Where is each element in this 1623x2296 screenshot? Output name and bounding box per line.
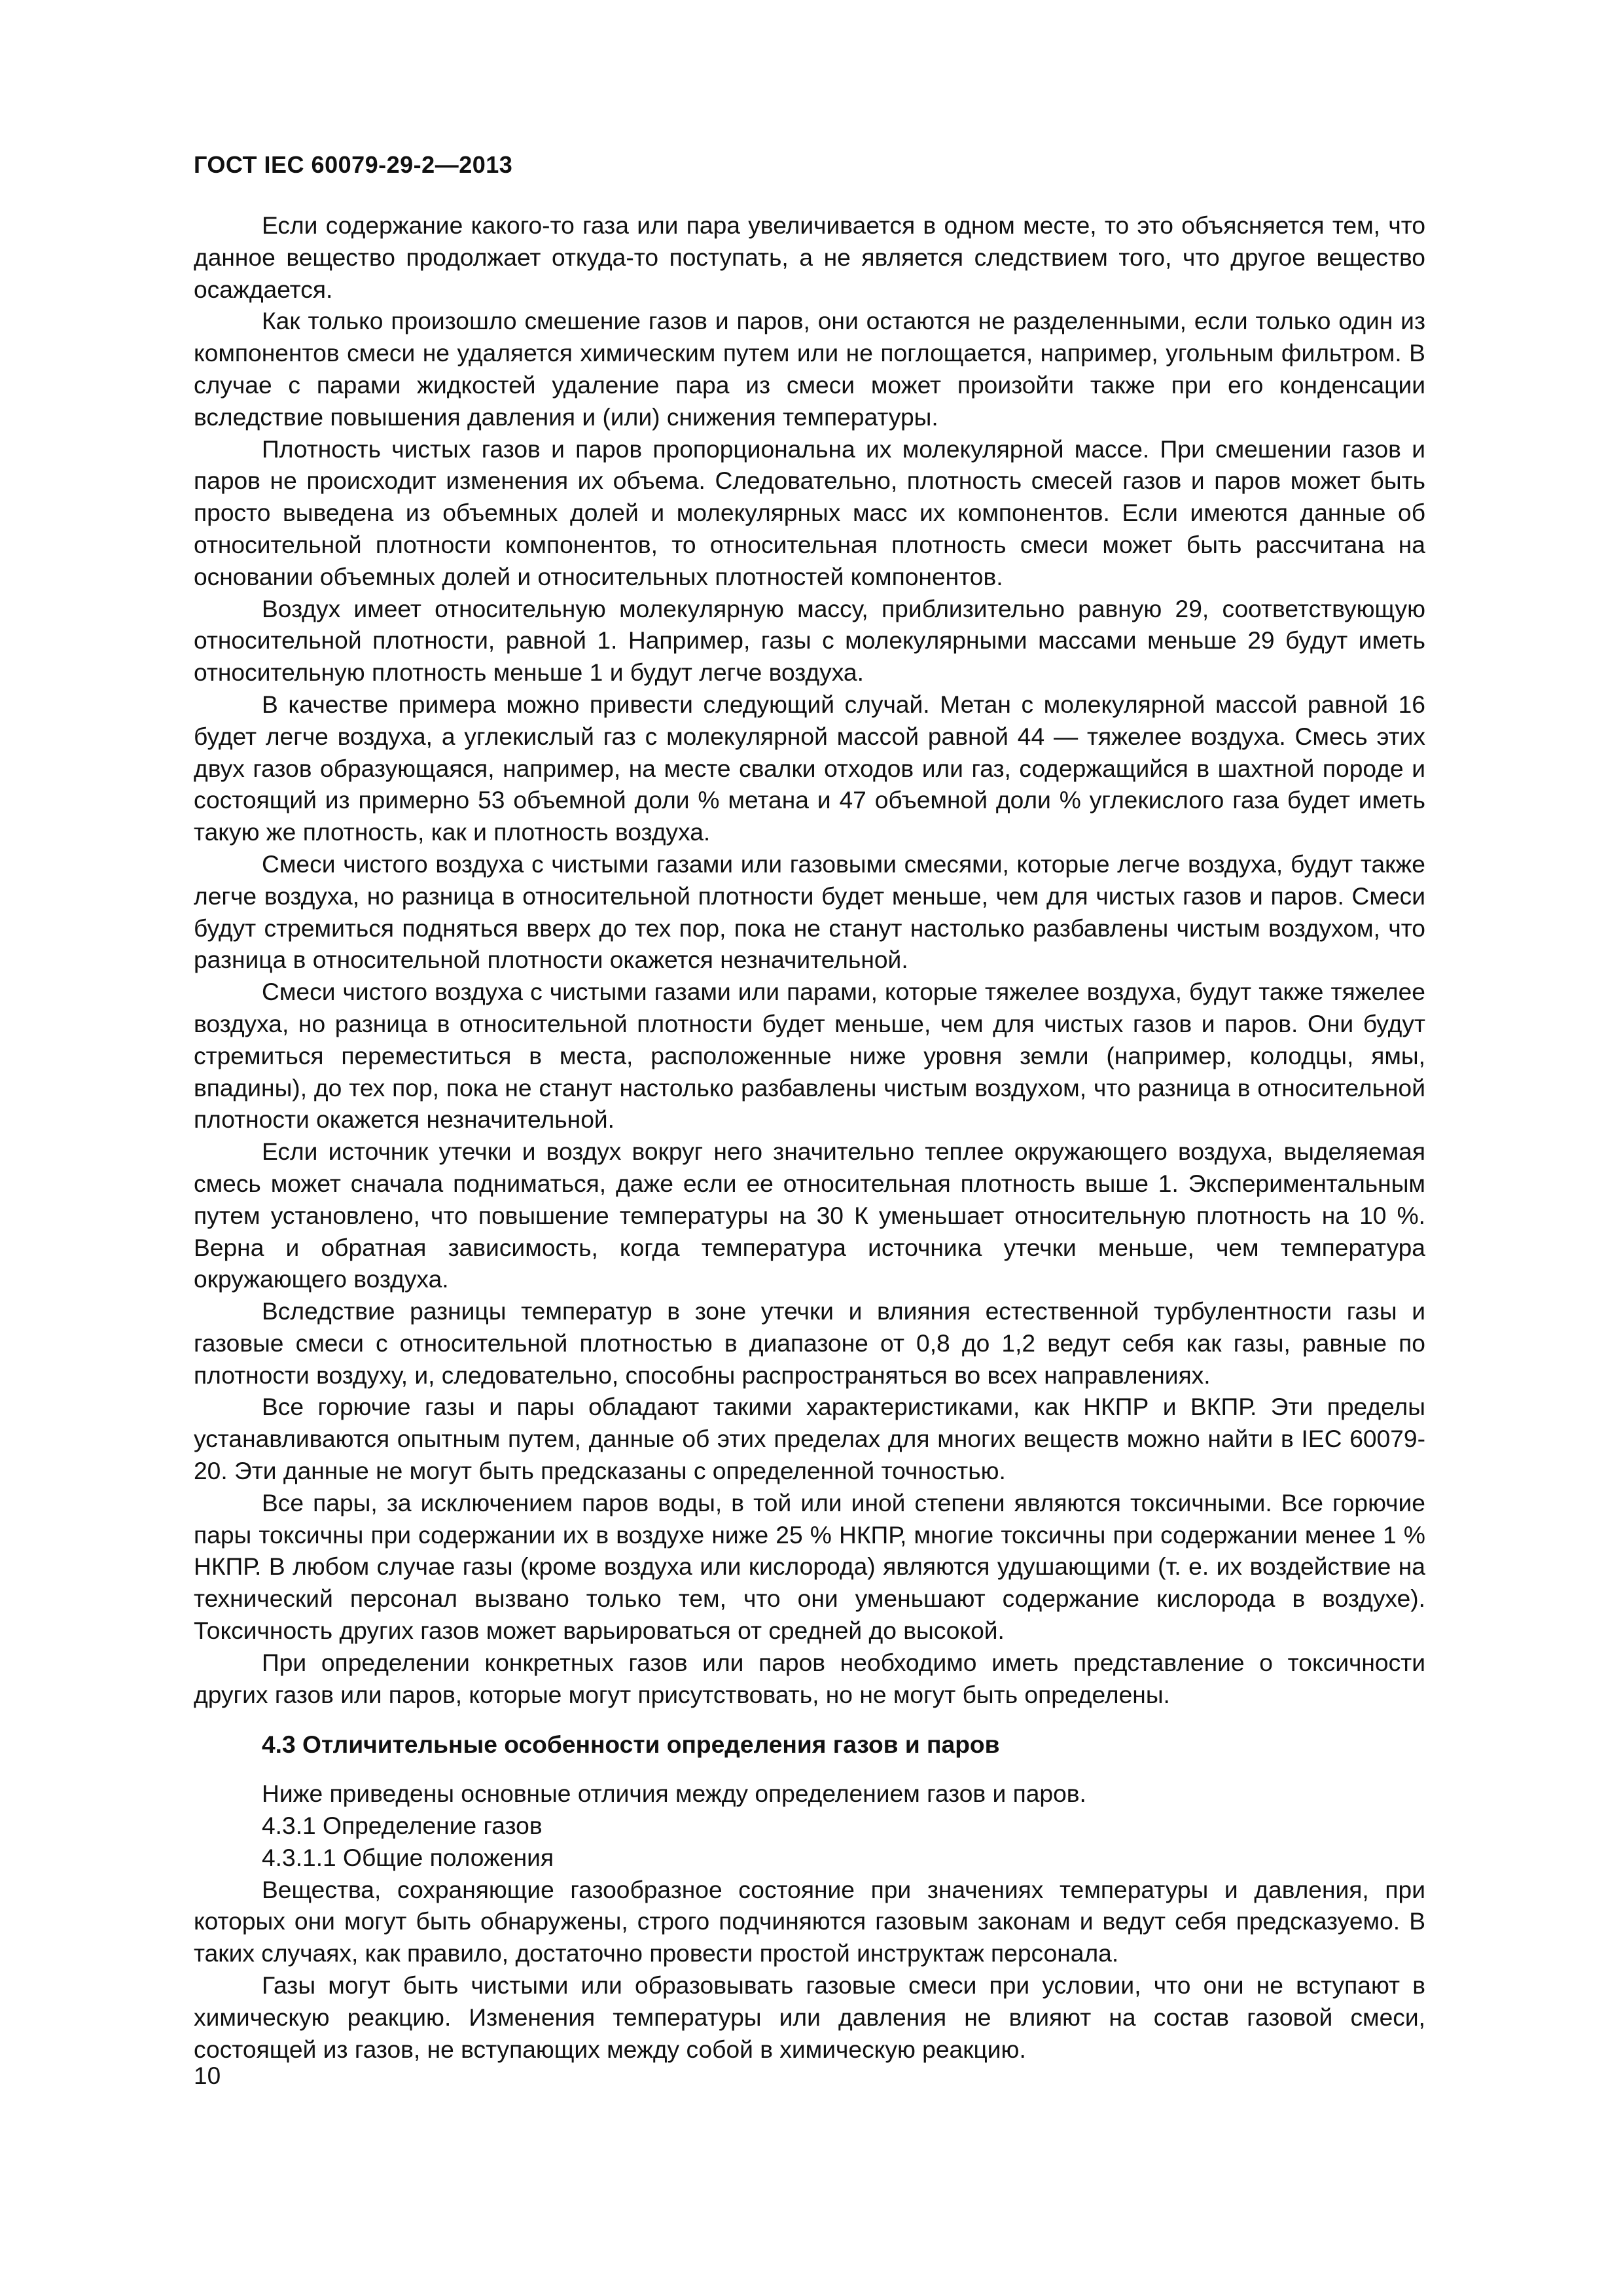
document-body [194,209,1425,2065]
paragraph: Вещества, сохраняющие газообразное состояние при значениях температуры и давления, при которых они могут быть обнаружены, строго подчиняются газовым законам и ведут себя предсказуемо. В таких случаях, как правило, достаточно провести простой инструктаж персонала. [194,1875,1425,1967]
paragraph: Все горючие газы и пары обладают такими характеристиками, как НКПР и ВКПР. Эти пределы устанавливаются опытным путем, данные об этих пределах для многих веществ можно найти в IEC 60079-20. Эти данные не могут быть предсказаны с определенной точностью. [194,1393,1425,1485]
paragraph: Воздух имеет относительную молекулярную массу, приблизительно равную 29, соответствующую относительной плотности, равной 1. Например, газы с молекулярными массами меньше 29 будут иметь относительную плотность меньше 1 и будут легче воздуха. [194,594,1425,687]
paragraph: Плотность чистых газов и паров пропорциональна их молекулярной массе. При смешении газов и паров не происходит изменения их объема. Следовательно, плотность смесей газов и паров может быть просто выведена из объемных долей и молекулярных масс их компонентов. Если имеются данные об относительной плотности компонентов, то относительная плотность смеси может быть рассчитана на основании объемных долей и относительных плотностей компонентов. [194,435,1425,590]
paragraph: В качестве примера можно привести следующий случай. Метан с молекулярной массой равной 16 будет легче воздуха, а углекислый газ с молекулярной массой равной 44 — тяжелее воздуха. Смесь этих двух газов образующаяся, например, на месте свалки отходов или газ, содержащийся в шахтной породе и состоящий из примерно 53 объемной доли % метана и 47 объемной доли % углекислого газа будет иметь такую же плотность, как и плотность воздуха. [194,690,1425,846]
paragraph: Ниже приведены основные отличия между определением газов и паров. [262,1780,1086,1808]
document-header: ГОСТ IEC 60079-29-2—2013 [194,151,513,178]
paragraph: Вследствие разницы температур в зоне утечки и влияния естественной турбулентности газы и газовые смеси с относительной плотностью в диапазоне от 0,8 до 1,2 ведут себя как газы, равные по плотности воздуху, и, следовательно, способны распространяться во всех направлениях. [194,1297,1425,1389]
clause-heading: 4.3.1 Определение газов [262,1812,543,1840]
clause-heading: 4.3.1.1 Общие положения [262,1843,554,1871]
section-heading: 4.3 Отличительные особенности определения газов и паров [262,1731,1000,1759]
page-number: 10 [194,2062,221,2089]
paragraph: Если содержание какого-то газа или пара увеличивается в одном месте, то это объясняется тем, что данное вещество продолжает откуда-то поступать, а не является следствием того, что другое вещество осаждается. [194,211,1425,303]
paragraph: Если источник утечки и воздух вокруг него значительно теплее окружающего воздуха, выделяемая смесь может сначала подниматься, даже если ее относительная плотность выше 1. Экспериментальным путем установлено, что повышение температуры на 30 К уменьшает относительную плотность на 10 %. Верна и обратная зависимость, когда температура источника утечки меньше, чем температура окружающего воздуха. [194,1138,1425,1293]
paragraph: Смеси чистого воздуха с чистыми газами или парами, которые тяжелее воздуха, будут также тяжелее воздуха, но разница в относительной плотности будет меньше, чем для чистых газов и паров. Они будут стремиться переместиться в места, расположенные ниже уровня земли (например, колодцы, ямы, впадины), до тех пор, пока не станут настолько разбавлены чистым воздухом, что разница в относительной плотности окажется незначительной. [194,978,1425,1134]
paragraph: Все пары, за исключением паров воды, в той или иной степени являются токсичными. Все горючие пары токсичны при содержании их в воздухе ниже 25 % НКПР, многие токсичны при содержании менее 1 % НКПР. В любом случае газы (кроме воздуха или кислорода) являются удушающими (т. е. их воздействие на технический персонал вызвано только тем, что они уменьшают содержание кислорода в воздухе). Токсичность других газов может варьироваться от средней до высокой. [194,1488,1425,1645]
paragraph: Газы могут быть чистыми или образовывать газовые смеси при условии, что они не вступают в химическую реакцию. Изменения температуры или давления не влияют на состав газовой смеси, состоящей из газов, не вступающих между собой в химическую реакцию. [194,1971,1425,2063]
paragraph: Смеси чистого воздуха с чистыми газами или газовыми смесями, которые легче воздуха, будут также легче воздуха, но разница в относительной плотности будет меньше, чем для чистых газов и паров. Смеси будут стремиться подняться вверх до тех пор, пока не станут настолько разбавлены чистым воздухом, что разница в относительной плотности окажется незначительной. [194,850,1425,974]
paragraph: При определении конкретных газов или паров необходимо иметь представление о токсичности других газов или паров, которые могут присутствовать, но не могут быть определены. [194,1648,1425,1708]
paragraph: Как только произошло смешение газов и паров, они остаются не разделенными, если только один из компонентов смеси не удаляется химическим путем или не поглощается, например, угольным фильтром. В случае с парами жидкостей удаление пара из смеси может произойти также при его конденсации вследствие повышения давления и (или) снижения температуры. [194,307,1425,431]
